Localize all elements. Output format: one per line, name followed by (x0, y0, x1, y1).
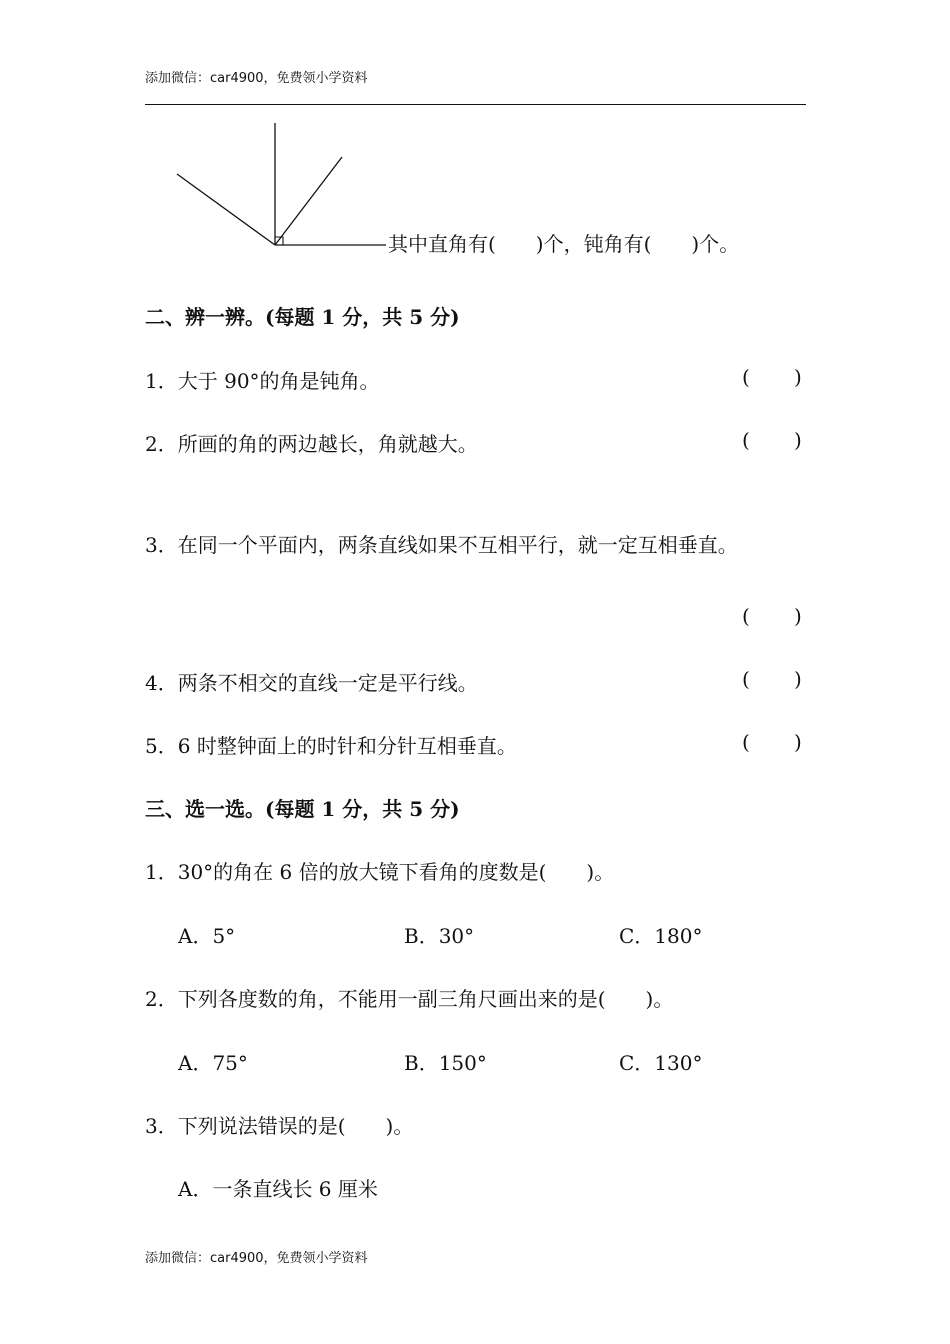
item-text: 所画的角的两边越长，角就越大。 (177, 432, 478, 456)
question-text: 下列说法错误的是( )。 (177, 1114, 414, 1138)
choice-question-3 (145, 1110, 413, 1139)
item-text: 大于 90°的角是钝角。 (177, 369, 380, 393)
q2-option-c[interactable]: C．130° (619, 1051, 703, 1075)
q1-option-c[interactable]: C．180° (619, 924, 703, 948)
q2-option-a[interactable]: A．75° (178, 1051, 248, 1075)
item-text: 两条不相交的直线一定是平行线。 (177, 671, 478, 695)
question-number: 2． (145, 987, 178, 1011)
q1-option-b[interactable]: B．30° (404, 924, 475, 948)
q1-option-a[interactable]: A．5° (178, 924, 236, 948)
page-header: 添加微信：car4900，免费领小学资料 (145, 71, 368, 86)
q2-option-b[interactable]: B．150° (404, 1051, 487, 1075)
item-number: 4． (145, 671, 178, 695)
choice-question-1 (145, 856, 614, 885)
judge-item-4 (145, 667, 478, 696)
ray-left (177, 174, 275, 245)
header-divider (145, 104, 806, 105)
judge-item-2 (145, 428, 478, 457)
question-number: 3． (145, 1114, 178, 1138)
item-number: 3． (145, 533, 178, 557)
item-number: 5． (145, 734, 178, 758)
section2-title: 二、辨一辨。(每题 1 分，共 5 分) (145, 305, 460, 329)
angle-figure (170, 118, 390, 253)
item-number: 2． (145, 432, 178, 456)
judge-item-1 (145, 365, 380, 394)
item-text: 6 时整钟面上的时针和分针互相垂直。 (177, 734, 517, 758)
item-text: 在同一个平面内，两条直线如果不互相平行，就一定互相垂直。 (177, 533, 738, 557)
ray-right-up (275, 157, 342, 245)
question-text: 30°的角在 6 倍的放大镜下看角的度数是( )。 (177, 860, 615, 884)
q3-option-a[interactable]: A．一条直线长 6 厘米 (178, 1177, 378, 1201)
figure-question: 其中直角有( )个，钝角有( )个。 (388, 232, 740, 256)
question-text: 下列各度数的角，不能用一副三角尺画出来的是( )。 (177, 987, 674, 1011)
choice-question-2 (145, 983, 673, 1012)
section3-title: 三、选一选。(每题 1 分，共 5 分) (145, 797, 460, 821)
judge-item-3 (145, 529, 738, 558)
judge-item-5 (145, 730, 517, 759)
question-number: 1． (145, 860, 178, 884)
item-number: 1． (145, 369, 178, 393)
page-footer: 添加微信：car4900，免费领小学资料 (145, 1251, 368, 1266)
